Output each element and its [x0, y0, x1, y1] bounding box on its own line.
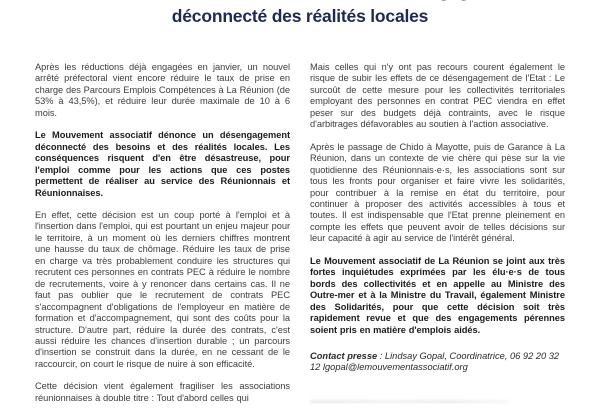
paragraph-intro: Après les réductions déjà engagées en janvier, un nouvel arrêté préfectoral vient encore réduire le taux de prise en charge des Parcours Emplois Compétences à La Réunion (de 53% à 43,5%), et réduire leur durée maximale de 10 à 6 mois.	[35, 62, 290, 118]
paragraph-en-effet: En effet, cette décision est un coup porté à l'emploi et à l'insertion dans l'emploi, qui est pourtant un enjeu majeur pour le territoire, à un moment où les derniers chiffres montrent une hausse du taux de chômage. Réduire les taux de prise en charge va très probablement conduire les structures qui recrutent ces personnes en contrats PEC à réduire le nombre de recrutements, voire à y renoncer dans certains cas. Il ne faut pas oublier que le recrutement de contrats PEC s'accompagnent d'obligations de l'employeur en matière de formation et d'accompagnement, qui sont des coûts pour la structure. D'autre part, réduire la durée des contrats, c'est aussi réduire les chances d'insertion durable ; un parcours d'insertion se construit dans la durée, en ne cessant de le raccourcir, on court le risque de nuire à son efficacité.	[35, 209, 290, 369]
contact-press-label: Contact presse	[310, 350, 378, 361]
paragraph-chido-garance: Après le passage de Chido à Mayotte, puis de Garance à La Réunion, dans un contexte de vie chère qui pèse sur la vie quotidienne des Réunionnais·e·s, les associations sont sur tous les fronts pour organiser et faire vivre les solidarités, pour contribuer à la remise en état du territoire, pour continuer à proposer des activités accessibles à tous et toutes. Il est indispensable que l'Etat prenne pleinement en compte les effets que peuvent avoir de telles décisions sur leur capacité à agir au service de l'intérêt général.	[310, 141, 565, 244]
paragraph-fragiliser-cutoff: Cette décision vient également fragiliser les associations réunionnaises à double titre : Tout d'abord celles qui	[35, 381, 290, 403]
contact-press-line	[310, 351, 565, 374]
document-title-line2: déconnecté des réalités locales	[171, 6, 429, 26]
paragraph-mais-celles: Mais celles qui n'y ont pas recours courent également le risque de subir les effets de ce désengagement de l'Etat : Le surcoût de cette mesure pour les collectivités territoriales employant des personnes en contrat PEC viendra en effet peser sur des budgets déjà contraints, avec le risque d'arbitrages défavorables au soutien à l'action associative.	[310, 62, 565, 130]
paragraph-appel-ministres-bold: Le Mouvement associatif de La Réunion se joint aux très fortes inquiétudes exprimées par les élu·e·s de tous bords des collectivités et en appelle au Ministre des Outre-mer et à la Ministre du Travail, également Ministre des Solidarités, pour que cette décision soit très rapidement revue et que des engagements pérennes soient pris en matière d'emplois aidés.	[310, 255, 565, 335]
contact-press-details: : Lindsay Gopal, Coordinatrice, 06 92 20 32 12 lgopal@lemouvementassociatif.org	[310, 350, 560, 373]
two-column-body	[35, 62, 565, 415]
right-column	[310, 62, 565, 415]
left-column	[35, 62, 290, 415]
paragraph-denonciation-bold: Le Mouvement associatif dénonce un désengagement déconnecté des besoins et des réalités locales. Les conséquences risquent d'en être désastreuse, pour l'emploi comme pour les actions que ces postes permettent de réaliser au service des Réunionnais et Réunionnaises.	[35, 130, 290, 198]
document-title	[0, 0, 600, 29]
